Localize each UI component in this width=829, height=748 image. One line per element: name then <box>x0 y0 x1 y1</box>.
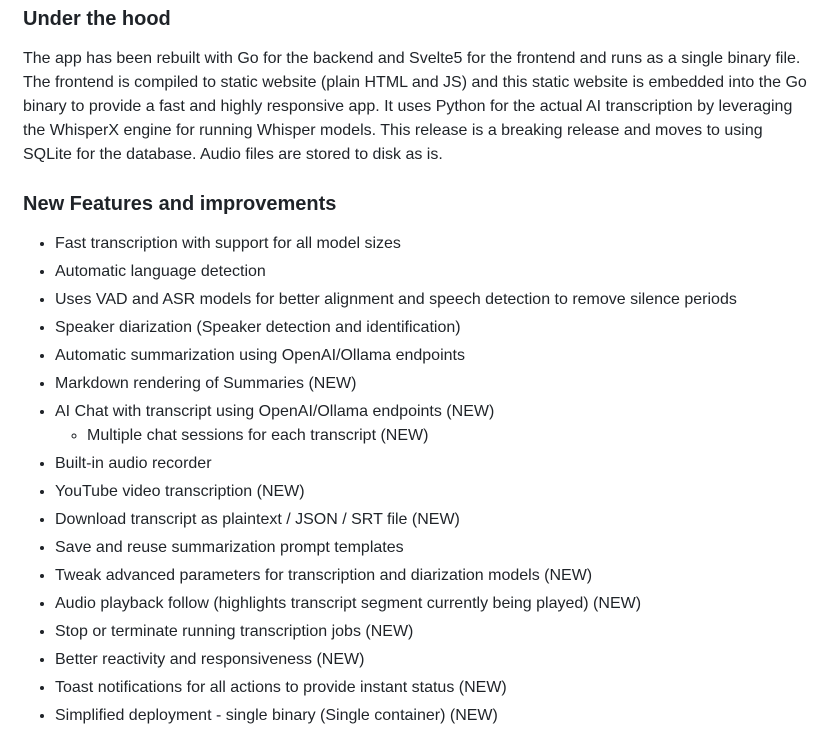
list-item: • Stop or terminate running transcription jobs (NEW) <box>55 620 829 644</box>
list-item: • Markdown rendering of Summaries (NEW) <box>55 372 829 396</box>
list-item: • Toast notifications for all actions to provide instant status (NEW) <box>55 676 829 700</box>
list-item: • Download transcript as plaintext / JSON / SRT file (NEW) <box>55 508 829 532</box>
list-item: • Speaker diarization (Speaker detection and identification) <box>55 316 829 340</box>
list-item: • YouTube video transcription (NEW) <box>55 480 829 504</box>
list-item: • Tweak advanced parameters for transcription and diarization models (NEW) <box>55 564 829 588</box>
heading-new-features: New Features and improvements <box>23 193 337 215</box>
list-item: • Automatic summarization using OpenAI/Ollama endpoints <box>55 344 829 368</box>
list-item: • Better reactivity and responsiveness (NEW) <box>55 648 829 672</box>
heading-under-the-hood: Under the hood <box>23 8 171 30</box>
list-item-label: AI Chat with transcript using OpenAI/Ollama endpoints (NEW) <box>55 403 495 420</box>
list-item: • Audio playback follow (highlights transcript segment currently being played) (NEW) <box>55 592 829 616</box>
list-item: • Simplified deployment - single binary (Single container) (NEW) <box>55 704 829 728</box>
features-list <box>23 232 829 732</box>
list-item: • Fast transcription with support for all model sizes <box>55 232 829 256</box>
list-item-ai-chat <box>55 400 829 448</box>
list-item: • Built-in audio recorder <box>55 452 829 476</box>
sub-list <box>55 424 829 448</box>
list-item: • Automatic language detection <box>55 260 829 284</box>
hood-paragraph: The app has been rebuilt with Go for the backend and Svelte5 for the frontend and runs as a single binary file. The frontend is compiled to static website (plain HTML and JS) and this static website is embedded into the Go binary to provide a fast and highly responsive app. It uses Python for the actual AI transcription by leveraging the WhisperX engine for running Whisper models. This release is a breaking release and moves to using SQLite for the database. Audio files are stored to disk as is. <box>23 50 807 163</box>
list-item: • Save and reuse summarization prompt templates <box>55 536 829 560</box>
sub-list-item: ◦ Multiple chat sessions for each transcript (NEW) <box>87 424 829 448</box>
list-item: • Uses VAD and ASR models for better alignment and speech detection to remove silence periods <box>55 288 829 312</box>
